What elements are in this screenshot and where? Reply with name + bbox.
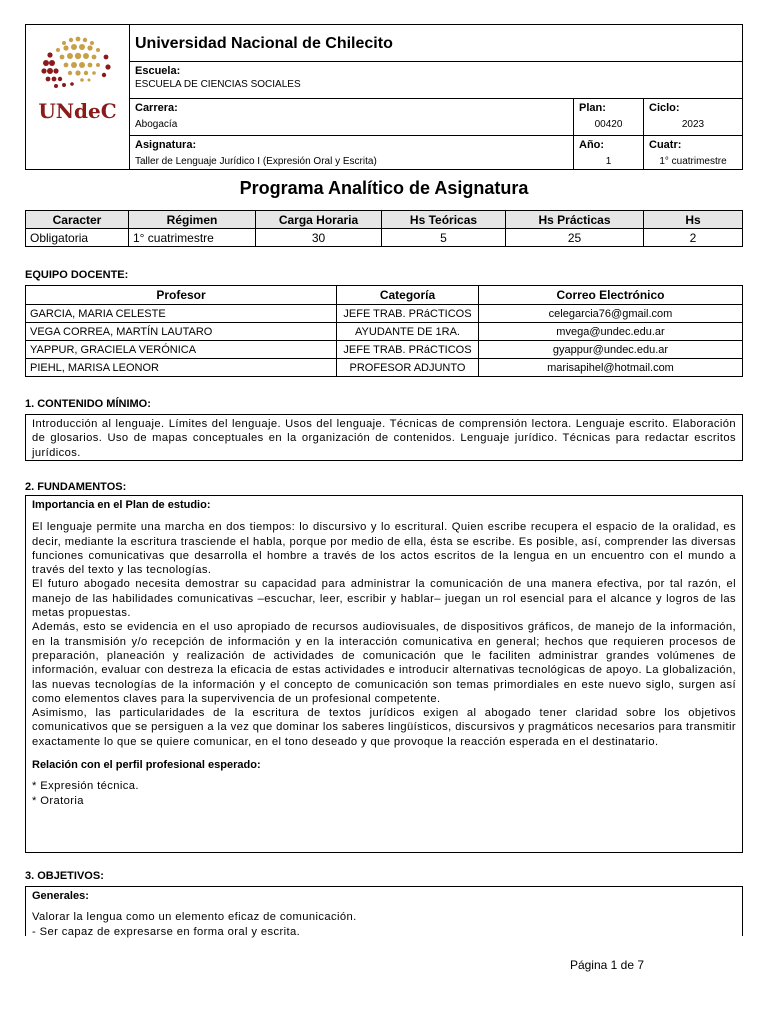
profesor-name: VEGA CORREA, MARTÍN LAUTARO xyxy=(26,323,337,341)
fundamentos-paragraph: Además, esto se evidencia en el uso apropiado de recursos audiovisuales, de dispositivos gráficos, de manejo de la información, en la transmisión y/o recepción de información y en la interacción comunicativa en general; hechos que requieren procesos de preparación, planeación y realización de actividades de comunicación que le faciliten administrar grandes volúmenes de información, evaluar con destreza la eficacia de estas actividades e introducir alternativas tecnológicas de apoyo. La globalización, las nuevas tecnologías de la información y el concepto de comunicación son temas primordiales en este nuevo siglo, surgen así como elementos claves para la supervivencia de un profesional competente. xyxy=(32,621,736,705)
objetivos-box xyxy=(25,886,743,936)
profesor-categoria: JEFE TRAB. PRáCTICOS xyxy=(337,341,479,359)
plan-value: 00420 xyxy=(594,119,623,130)
equipo-table xyxy=(25,285,743,377)
carrera-row xyxy=(130,99,742,136)
fundamentos-paragraph: El lenguaje permite una marcha en dos tiempos: lo discursivo y lo escritural. Quien escribe recupera el espacio de la oralidad, es decir, mediante la escritura trasciende el habla, porque por medio de ella, ésta se escribe. Es posible, así, comprender las diversas funciones comunicativas que desarrolla el hombre a través de los actos escritos de la lengua en un encuentro con el mundo a través del texto y las tecnologías. xyxy=(32,521,736,577)
university-name: Universidad Nacional de Chilecito xyxy=(135,35,393,52)
fundamentos-heading: 2. FUNDAMENTOS: xyxy=(25,481,127,493)
fundamentos-paragraph: Asimismo, las particularidades de la escritura de textos jurídicos exigen al abogado tener claridad sobre los objetivos comunicativos que se persiguen a la vez que dominar los saberes lingüísticos, discursivos y pragmáticos necesarios para transmitir exactamente lo que se quiere comunicar, en el tono deseado y que provoque la reacción esperada en el destinatario. xyxy=(32,707,736,748)
profesor-categoria: PROFESOR ADJUNTO xyxy=(337,359,479,377)
summary-header-hs: Hs xyxy=(644,211,743,229)
escuela-value: ESCUELA DE CIENCIAS SOCIALES xyxy=(135,79,301,90)
summary-header-caracter: Caracter xyxy=(26,211,129,229)
contenido-box xyxy=(25,414,743,461)
contenido-text: Introducción al lenguaje. Límites del lenguaje. Usos del lenguaje. Técnicas de comprensión lectora. Lenguaje escrito. Elaboración de glosarios. Uso de mapas conceptuales en la organización de contenidos. Lenguaje jurídico. Técnicas para redactar escritos jurídicos. xyxy=(32,418,736,459)
escuela-row xyxy=(130,62,742,99)
cuatr-cell xyxy=(643,136,742,170)
asignatura-label: Asignatura: xyxy=(135,139,197,151)
logo-cell xyxy=(26,25,130,169)
summary-practicas: 25 xyxy=(506,229,644,247)
asignatura-value: Taller de Lenguaje Jurídico I (Expresión Oral y Escrita) xyxy=(135,156,377,167)
profesor-name: YAPPUR, GRACIELA VERÓNICA xyxy=(26,341,337,359)
equipo-header-correo: Correo Electrónico xyxy=(479,286,743,305)
summary-teoricas: 5 xyxy=(382,229,506,247)
perfil-heading: Relación con el perfil profesional esperado: xyxy=(32,759,261,772)
summary-header-row xyxy=(26,211,743,229)
equipo-header-profesor: Profesor xyxy=(26,286,337,305)
objetivos-item: Valorar la lengua como un elemento eficaz de comunicación. xyxy=(32,911,357,924)
asignatura-row xyxy=(130,136,742,170)
perfil-item: * Expresión técnica. xyxy=(32,780,139,793)
equipo-header-row xyxy=(26,286,743,305)
objetivos-heading: 3. OBJETIVOS: xyxy=(25,870,104,882)
ciclo-cell xyxy=(643,99,742,135)
profesor-name: PIEHL, MARISA LEONOR xyxy=(26,359,337,377)
profesor-email[interactable]: gyappur@undec.edu.ar xyxy=(479,341,743,359)
profesor-name: GARCIA, MARIA CELESTE xyxy=(26,305,337,323)
profesor-email[interactable]: celegarcia76@gmail.com xyxy=(479,305,743,323)
contenido-heading: 1. CONTENIDO MÍNIMO: xyxy=(25,398,151,410)
objetivos-item: - Ser capaz de expresarse en forma oral y escrita. xyxy=(32,925,301,938)
fundamentos-box xyxy=(25,495,743,853)
summary-header-practicas: Hs Prácticas xyxy=(506,211,644,229)
table-row xyxy=(26,359,743,377)
escuela-label: Escuela: xyxy=(135,65,181,77)
cuatr-value: 1° cuatrimestre xyxy=(659,156,727,167)
carrera-value: Abogacía xyxy=(135,119,178,130)
anio-value: 1 xyxy=(605,156,612,167)
equipo-header-categoria: Categoría xyxy=(337,286,479,305)
fundamentos-paragraph: El futuro abogado necesita demostrar su capacidad para administrar la comunicación de una manera efectiva, por tal razón, el manejo de las habilidades comunicativas –escuchar, leer, escribir y hablar– juegan un rol esencial para el alcance y logros de las metas propuestas. xyxy=(32,578,736,620)
profesor-email[interactable]: mvega@undec.edu.ar xyxy=(479,323,743,341)
anio-label: Año: xyxy=(579,139,605,151)
summary-carga: 30 xyxy=(256,229,382,247)
summary-caracter: Obligatoria xyxy=(26,229,129,247)
cuatr-label: Cuatr: xyxy=(649,139,682,151)
summary-table xyxy=(25,210,743,247)
ciclo-label: Ciclo: xyxy=(649,102,680,114)
plan-cell xyxy=(573,99,643,135)
summary-row xyxy=(26,229,743,247)
undec-logo-icon xyxy=(26,25,130,169)
table-row xyxy=(26,341,743,359)
ciclo-value: 2023 xyxy=(681,119,705,130)
profesor-email[interactable]: marisapihel@hotmail.com xyxy=(479,359,743,377)
anio-cell xyxy=(573,136,643,170)
profesor-categoria: AYUDANTE DE 1RA. xyxy=(337,323,479,341)
summary-hs: 2 xyxy=(644,229,743,247)
plan-label: Plan: xyxy=(579,102,606,114)
logo-text: UNdeC xyxy=(38,99,117,123)
fundamentos-subheading: Importancia en el Plan de estudio: xyxy=(32,499,211,511)
summary-regimen: 1° cuatrimestre xyxy=(129,229,256,247)
university-row xyxy=(130,25,742,62)
page-number: Página 1 de 7 xyxy=(569,958,644,972)
perfil-item: * Oratoria xyxy=(32,794,84,807)
equipo-heading: EQUIPO DOCENTE: xyxy=(25,269,129,281)
objetivos-subheading: Generales: xyxy=(32,890,89,902)
carrera-label: Carrera: xyxy=(135,102,178,114)
profesor-categoria: JEFE TRAB. PRáCTICOS xyxy=(337,305,479,323)
table-row xyxy=(26,305,743,323)
header-block xyxy=(25,24,743,170)
summary-header-carga: Carga Horaria xyxy=(256,211,382,229)
summary-header-teoricas: Hs Teóricas xyxy=(382,211,506,229)
page-title: Programa Analítico de Asignatura xyxy=(239,178,529,198)
summary-header-regimen: Régimen xyxy=(129,211,256,229)
table-row xyxy=(26,323,743,341)
